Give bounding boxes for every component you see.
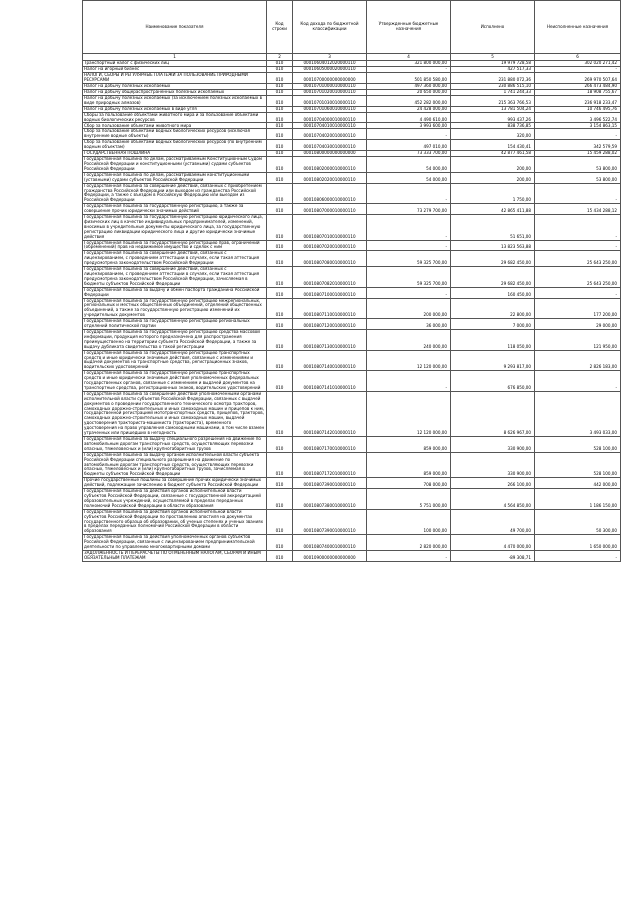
table-row [83, 112, 621, 123]
row-approved-cell: - [367, 240, 451, 251]
row-executed-cell: 42 877 461,58 [451, 151, 535, 157]
row-executed-cell: 1 741 244,33 [451, 89, 535, 95]
table-row [83, 535, 621, 551]
row-unexecuted-cell: 442 000,00 [535, 478, 621, 489]
row-name-cell: Налог на игорный бизнес [83, 67, 267, 73]
row-code-cell: 00010704000010000110 [293, 112, 367, 123]
row-code-cell: 00010807000010000110 [293, 204, 367, 215]
col-number: 5 [451, 54, 535, 61]
row-line-cell: 010 [267, 489, 293, 510]
row-approved-cell: 497 360 000,00 [367, 83, 451, 89]
row-approved-cell: 24 428 000,00 [367, 106, 451, 112]
row-approved-cell: 12 120 000,00 [367, 391, 451, 436]
row-executed-cell: 200,00 [451, 157, 535, 173]
row-approved-cell: 5 751 000,00 [367, 489, 451, 510]
row-code-cell: 00010806000010000110 [293, 183, 367, 204]
row-line-cell: 010 [267, 287, 293, 298]
row-executed-cell: 19 979 728,58 [451, 61, 535, 67]
row-name-cell: Налог на добычу полезных ископаемых в виде угля [83, 106, 267, 112]
table-body [83, 61, 621, 562]
row-line-cell: 010 [267, 535, 293, 551]
col-header-line: Код строки [267, 1, 293, 54]
row-approved-cell: 859 000,00 [367, 437, 451, 453]
table-row [83, 204, 621, 215]
row-code-cell: 00010802020010000110 [293, 172, 367, 183]
row-name-cell: Государственная пошлина за выдачу специального разрешения на движение по автомобильным дорогам транспортных средств, осуществляющих перевозки опасных, тяжеловесных и (или) крупногабаритных грузов [83, 437, 267, 453]
row-name-cell: Сбор за пользование объектами водных биологических ресурсов (исключая внутренние водные объекты) [83, 129, 267, 140]
row-line-cell: 010 [267, 298, 293, 319]
row-code-cell: 00010807080010000110 [293, 251, 367, 267]
row-approved-cell: 54 000,00 [367, 172, 451, 183]
row-line-cell: 010 [267, 371, 293, 392]
row-name-cell: Государственная пошлина за совершение действий, связанных с лицензированием, с проведением аттестации в случаях, если такая аттестация предусмотрена законодательством Российской Федерации, зачисляемая в бюджеты субъектов Российской Федерации [83, 267, 267, 288]
row-unexecuted-cell: - [535, 183, 621, 204]
row-name-cell: Государственная пошлина за государственную регистрацию средства массовой информации, продукция которого предназначена для распространения преимущественно на территории субъекта Российской Федерации, а также за выдачу дубликата свидетельства о такой регистрации [83, 329, 267, 350]
table-row [83, 371, 621, 392]
row-line-cell: 010 [267, 67, 293, 73]
row-executed-cell: 4 564 850,00 [451, 489, 535, 510]
row-code-cell: 00010807120010000110 [293, 319, 367, 330]
row-code-cell: 00010704030010000110 [293, 140, 367, 151]
row-line-cell: 010 [267, 151, 293, 157]
table-header-row [83, 1, 621, 54]
row-approved-cell: 3 993 600,00 [367, 123, 451, 129]
row-line-cell: 010 [267, 73, 293, 84]
row-code-cell: 00010807390010000110 [293, 509, 367, 535]
row-unexecuted-cell: 25 643 250,00 [535, 267, 621, 288]
row-unexecuted-cell: - [535, 371, 621, 392]
row-executed-cell: 200,00 [451, 172, 535, 183]
row-unexecuted-cell: 302 020 271,42 [535, 61, 621, 67]
row-executed-cell: 22 800,00 [451, 298, 535, 319]
row-approved-cell: 859 000,00 [367, 452, 451, 478]
table-row [83, 215, 621, 241]
table-row [83, 129, 621, 140]
row-name-cell: Государственная пошлина за совершение действий, связанных с лицензированием, с проведением аттестации в случаях, если такая аттестация предусмотрена законодательством Российской Федерации [83, 251, 267, 267]
table-row [83, 140, 621, 151]
row-name-cell: Государственная пошлина за совершение действий уполномоченными органами исполнительной власти субъектов Российской Федерации, связанных с выдачей документов о проведении государственного технического осмотра тракторов, самоходных дорожно-строительных и иных самоходных машин и прицепов к ним, государственной регистрацией мототранспортных средств, прицепов, тракторов, самоходных дорожно-строительных и иных самоходных машин, выдачей удостоверения тракториста-машиниста (тракториста), временного удостоверения на право управления самоходными машинами, в том числе взамен утраченных или пришедших в негодность [83, 391, 267, 436]
row-line-cell: 010 [267, 112, 293, 123]
row-executed-cell: 7 000,00 [451, 319, 535, 330]
row-unexecuted-cell: 121 950,00 [535, 329, 621, 350]
row-line-cell: 010 [267, 172, 293, 183]
row-name-cell: Государственная пошлина за государственную регистрацию, а также за совершение прочих юридически значимых действий [83, 204, 267, 215]
row-code-cell: 00010701020010000110 [293, 89, 367, 95]
row-approved-cell: 100 000,00 [367, 509, 451, 535]
row-name-cell: Сбор за пользование объектами животного мира [83, 123, 267, 129]
row-executed-cell: 320,00 [451, 129, 535, 140]
row-code-cell: 00010604012020000110 [293, 61, 367, 67]
row-line-cell: 010 [267, 106, 293, 112]
row-line-cell: 010 [267, 204, 293, 215]
row-approved-cell: 12 120 000,00 [367, 350, 451, 371]
row-approved-cell: - [367, 183, 451, 204]
row-line-cell: 010 [267, 61, 293, 67]
row-name-cell: Государственная пошлина за государственную регистрацию региональных отделений политической партии [83, 319, 267, 330]
row-line-cell: 010 [267, 251, 293, 267]
row-unexecuted-cell: 15 434 288,12 [535, 204, 621, 215]
row-code-cell: 00010701060010000110 [293, 106, 367, 112]
row-name-cell: Прочие государственные пошлины за совершение прочих юридически значимых действий, подлежащие зачислению в бюджет субъекта Российской Федерации [83, 478, 267, 489]
table-row [83, 350, 621, 371]
row-name-cell: Государственная пошлина за действия органов исполнительной власти субъектов Российской Федерации по проставлению апостиля на документах государственного образца об образовании, об ученых степенях и ученых званиях в пределах переданных полномочий Российской Федерации в области образования [83, 509, 267, 535]
row-approved-cell: 73 279 700,00 [367, 204, 451, 215]
row-unexecuted-cell: 10 746 495,76 [535, 106, 621, 112]
row-code-cell: 00010807100010000110 [293, 287, 367, 298]
row-name-cell: Государственная пошлина за выдачу и обмен паспорта гражданина Российской Федерации [83, 287, 267, 298]
row-approved-cell: 20 650 000,00 [367, 89, 451, 95]
row-executed-cell: 330 900,00 [451, 452, 535, 478]
row-code-cell: 00010807130010000110 [293, 329, 367, 350]
row-unexecuted-cell: - [535, 240, 621, 251]
row-unexecuted-cell: 342 579,59 [535, 140, 621, 151]
row-unexecuted-cell: 3 496 522,74 [535, 112, 621, 123]
row-code-cell: 00010807390010000110 [293, 478, 367, 489]
col-header-unexecuted: Неисполненные назначения [535, 1, 621, 54]
row-line-cell: 010 [267, 319, 293, 330]
report-page [82, 0, 620, 905]
row-name-cell: Сбор за пользование объектами водных биологических ресурсов (по внутренним водным объектам) [83, 140, 267, 151]
row-executed-cell: 231 880 072,36 [451, 73, 535, 84]
row-executed-cell: 118 050,00 [451, 329, 535, 350]
row-unexecuted-cell: 2 826 183,00 [535, 350, 621, 371]
table-row [83, 329, 621, 350]
row-line-cell: 010 [267, 89, 293, 95]
table-row [83, 73, 621, 84]
row-executed-cell: 13 781 504,24 [451, 106, 535, 112]
row-approved-cell: 59 325 700,00 [367, 267, 451, 288]
row-code-cell: 00010704010010000110 [293, 123, 367, 129]
table-row [83, 437, 621, 453]
row-line-cell: 010 [267, 183, 293, 204]
row-code-cell: 00010807020010000110 [293, 240, 367, 251]
row-unexecuted-cell: 53 800,00 [535, 157, 621, 173]
row-name-cell: Налог на добычу полезных ископаемых (за исключением полезных ископаемых в виде природных алмазов) [83, 95, 267, 106]
row-executed-cell: 154 430,41 [451, 140, 535, 151]
table-row [83, 251, 621, 267]
row-code-cell: 00010701000010000110 [293, 83, 367, 89]
row-line-cell: 010 [267, 391, 293, 436]
row-line-cell: 010 [267, 478, 293, 489]
row-executed-cell: 160 450,00 [451, 287, 535, 298]
row-approved-cell: 501 850 580,00 [367, 73, 451, 84]
col-header-executed: Исполнено [451, 1, 535, 54]
row-line-cell: 010 [267, 509, 293, 535]
row-name-cell: НАЛОГИ, СБОРЫ И РЕГУЛЯРНЫЕ ПЛАТЕЖИ ЗА ПОЛЬЗОВАНИЕ ПРИРОДНЫМИ РЕСУРСАМИ [83, 73, 267, 84]
row-name-cell: Государственная пошлина за государственную регистрацию транспортных средств и иные юридически значимые действия уполномоченных федеральных государственных органов, связанные с изменением и выдачей документов на транспортные средства, регистрационных знаков, водительских удостоверений [83, 371, 267, 392]
row-approved-cell: 497 010,00 [367, 140, 451, 151]
table-row [83, 452, 621, 478]
row-name-cell: Государственная пошлина за государственную регистрацию прав, ограничений (обременений) прав на недвижимое имущество и сделок с ним [83, 240, 267, 251]
row-line-cell: 010 [267, 140, 293, 151]
row-unexecuted-cell: 177 200,00 [535, 298, 621, 319]
row-name-cell: Государственная пошлина за выдачу органом исполнительной власти субъекта Российской Федерации специального разрешения на движение по автомобильным дорогам транспортных средств, осуществляющих перевозки опасных, тяжеловесных и (или) крупногабаритных грузов, зачисляемая в бюджеты субъектов Российской Федерации [83, 452, 267, 478]
row-line-cell: 010 [267, 350, 293, 371]
row-unexecuted-cell: 269 970 507,64 [535, 73, 621, 84]
row-code-cell: 00010700000000000000 [293, 73, 367, 84]
col-header-code: Код дохода по бюджетной классификации [293, 1, 367, 54]
row-executed-cell: 330 900,00 [451, 437, 535, 453]
column-number-row [83, 54, 621, 61]
row-line-cell: 010 [267, 240, 293, 251]
row-name-cell: Транспортный налог с физических лиц [83, 61, 267, 67]
row-line-cell: 010 [267, 129, 293, 140]
row-code-cell: 00010807142010000110 [293, 391, 367, 436]
row-name-cell: Государственная пошлина по делам, рассматриваемым Конституционным Судом Российской Федерации и конституционными (уставными) судами субъектов Российской Федерации [83, 157, 267, 173]
revenue-table [82, 0, 621, 562]
row-code-cell: 00010605000020000110 [293, 67, 367, 73]
col-header-approved: Утвержденные бюджетные назначения [367, 1, 451, 54]
row-name-cell: ГОСУДАРСТВЕННАЯ ПОШЛИНА [83, 151, 267, 157]
row-code-cell: 00010701030010000110 [293, 95, 367, 106]
row-approved-cell: - [367, 287, 451, 298]
table-row [83, 183, 621, 204]
row-approved-cell: - [367, 550, 451, 561]
row-approved-cell: 54 000,00 [367, 157, 451, 173]
table-row [83, 267, 621, 288]
row-code-cell: 00010807082010000110 [293, 267, 367, 288]
table-row [83, 489, 621, 510]
col-header-name: Наименование показателя [83, 1, 267, 54]
row-line-cell: 010 [267, 83, 293, 89]
row-line-cell: 010 [267, 123, 293, 129]
row-unexecuted-cell: 528 100,00 [535, 452, 621, 478]
row-approved-cell: 708 000,00 [367, 478, 451, 489]
row-unexecuted-cell: - [535, 215, 621, 241]
row-approved-cell: 59 325 700,00 [367, 251, 451, 267]
row-unexecuted-cell: 15 459 288,02 [535, 151, 621, 157]
row-approved-cell: 2 820 000,00 [367, 535, 451, 551]
row-unexecuted-cell: 29 000,00 [535, 319, 621, 330]
row-executed-cell: 1 750,00 [451, 183, 535, 204]
table-row [83, 172, 621, 183]
col-number: 4 [367, 54, 451, 61]
col-number: 3 [293, 54, 367, 61]
col-number: 1 [83, 54, 267, 61]
row-unexecuted-cell: 50 300,00 [535, 509, 621, 535]
row-line-cell: 010 [267, 267, 293, 288]
row-line-cell: 010 [267, 437, 293, 453]
row-executed-cell: 838 736,85 [451, 123, 535, 129]
row-executed-cell: 993 437,26 [451, 112, 535, 123]
table-row [83, 287, 621, 298]
row-executed-cell: 427 517,33 [451, 67, 535, 73]
row-executed-cell: 13 823 563,88 [451, 240, 535, 251]
row-executed-cell: 4 470 000,00 [451, 535, 535, 551]
row-name-cell: Государственная пошлина за совершение действий, связанных с приобретением гражданства Российской Федерации или выходом из гражданства Российской Федерации, а также с въездом в Российскую Федерацию или выездом из Российской Федерации [83, 183, 267, 204]
row-code-cell: 00010704020010000110 [293, 129, 367, 140]
row-name-cell: Налог на добычу полезных ископаемых [83, 83, 267, 89]
row-code-cell: 00010800000000000000 [293, 151, 367, 157]
row-code-cell: 00010807141010000110 [293, 371, 367, 392]
row-code-cell: 00010807400010000110 [293, 535, 367, 551]
row-approved-cell: 36 000,00 [367, 319, 451, 330]
row-executed-cell: 51 651,00 [451, 215, 535, 241]
row-approved-cell: 73 333 700,00 [367, 151, 451, 157]
row-name-cell: Государственная пошлина за государственную регистрацию транспортных средств и иные юридически значимые действия, связанные с изменениями и выдачей документов на транспортные средства, регистрационных знаков, водительских удостоверений [83, 350, 267, 371]
row-approved-cell: 321 800 000,00 [367, 61, 451, 67]
row-name-cell: Сборы за пользование объектами животного мира и за пользование объектами водных биологических ресурсов [83, 112, 267, 123]
row-executed-cell: 49 700,00 [451, 509, 535, 535]
row-approved-cell: 4 490 610,00 [367, 112, 451, 123]
table-row [83, 319, 621, 330]
row-unexecuted-cell: - [535, 287, 621, 298]
row-unexecuted-cell: - [535, 67, 621, 73]
row-code-cell: 00010807010010000110 [293, 215, 367, 241]
row-approved-cell: - [367, 371, 451, 392]
table-row [83, 157, 621, 173]
row-unexecuted-cell: 1 186 150,00 [535, 489, 621, 510]
table-row [83, 509, 621, 535]
row-approved-cell: - [367, 215, 451, 241]
row-unexecuted-cell: - [535, 129, 621, 140]
row-unexecuted-cell: 266 473 484,90 [535, 83, 621, 89]
row-executed-cell: 266 100,00 [451, 478, 535, 489]
row-unexecuted-cell: 25 643 250,00 [535, 251, 621, 267]
row-name-cell: Государственная пошлина по делам, рассматриваемым конституционными (уставными) судами субъектов Российской Федерации [83, 172, 267, 183]
row-line-cell: 010 [267, 550, 293, 561]
row-name-cell: Государственная пошлина за государственную регистрацию межрегиональных, региональных и местных общественных объединений, отделений общественных объединений, а также за государственную регистрацию изменений их учредительных документов [83, 298, 267, 319]
col-number: 2 [267, 54, 293, 61]
row-approved-cell: - [367, 129, 451, 140]
table-row [83, 550, 621, 561]
row-code-cell: 00010807110010000110 [293, 298, 367, 319]
row-line-cell: 010 [267, 329, 293, 350]
row-executed-cell: 29 682 450,00 [451, 267, 535, 288]
row-executed-cell: 42 865 411,88 [451, 204, 535, 215]
row-code-cell: 00010807170010000110 [293, 437, 367, 453]
row-approved-cell: 200 000,00 [367, 298, 451, 319]
row-unexecuted-cell: 3 493 033,00 [535, 391, 621, 436]
row-executed-cell: 215 363 766,53 [451, 95, 535, 106]
row-line-cell: 010 [267, 157, 293, 173]
row-name-cell: Налог на добычу общераспространенных полезных ископаемых [83, 89, 267, 95]
row-executed-cell: 29 682 450,00 [451, 251, 535, 267]
row-unexecuted-cell: 3 154 863,15 [535, 123, 621, 129]
row-name-cell: Государственная пошлина за действия органов исполнительной власти субъектов Российской Федерации, связанные с государственной аккредитацией образовательных учреждений, осуществляемой в пределах переданных полномочий Российской Федерации в области образования [83, 489, 267, 510]
row-line-cell: 010 [267, 215, 293, 241]
row-name-cell: Государственная пошлина за действия уполномоченных органов субъектов Российской Федерации, связанные с лицензированием предпринимательской деятельности по управлению многоквартирными домами [83, 535, 267, 551]
row-approved-cell: - [367, 67, 451, 73]
row-code-cell: 00010900000000000000 [293, 550, 367, 561]
row-unexecuted-cell: 528 100,00 [535, 437, 621, 453]
row-code-cell: 00010807140010000110 [293, 350, 367, 371]
row-executed-cell: -89 308,71 [451, 550, 535, 561]
row-executed-cell: 676 850,00 [451, 371, 535, 392]
row-executed-cell: 230 886 515,10 [451, 83, 535, 89]
table-row [83, 298, 621, 319]
row-approved-cell: 452 282 000,00 [367, 95, 451, 106]
row-approved-cell: 240 000,00 [367, 329, 451, 350]
row-name-cell: ЗАДОЛЖЕННОСТЬ И ПЕРЕРАСЧЕТЫ ПО ОТМЕНЕННЫМ НАЛОГАМ, СБОРАМ И ИНЫМ ОБЯЗАТЕЛЬНЫМ ПЛАТЕЖАМ [83, 550, 267, 561]
table-row [83, 95, 621, 106]
col-number: 6 [535, 54, 621, 61]
row-unexecuted-cell: 18 908 755,67 [535, 89, 621, 95]
row-code-cell: 00010807380010000110 [293, 489, 367, 510]
row-line-cell: 010 [267, 452, 293, 478]
table-row [83, 391, 621, 436]
row-unexecuted-cell: 53 800,00 [535, 172, 621, 183]
row-executed-cell: 8 626 967,00 [451, 391, 535, 436]
row-unexecuted-cell: 1 650 000,00 [535, 535, 621, 551]
row-unexecuted-cell: 236 918 233,47 [535, 95, 621, 106]
row-line-cell: 010 [267, 95, 293, 106]
row-code-cell: 00010807172010000110 [293, 452, 367, 478]
row-executed-cell: 9 293 817,00 [451, 350, 535, 371]
row-unexecuted-cell: - [535, 550, 621, 561]
table-row [83, 240, 621, 251]
row-name-cell: Государственная пошлина за государственную регистрацию юридического лица, физических лиц в качестве индивидуальных предпринимателей, изменений, вносимых в учредительные документы юридического лица, за государственную регистрацию ликвидации юридического лица и другие юридически значимые действия [83, 215, 267, 241]
row-code-cell: 00010802000010000110 [293, 157, 367, 173]
table-row [83, 478, 621, 489]
